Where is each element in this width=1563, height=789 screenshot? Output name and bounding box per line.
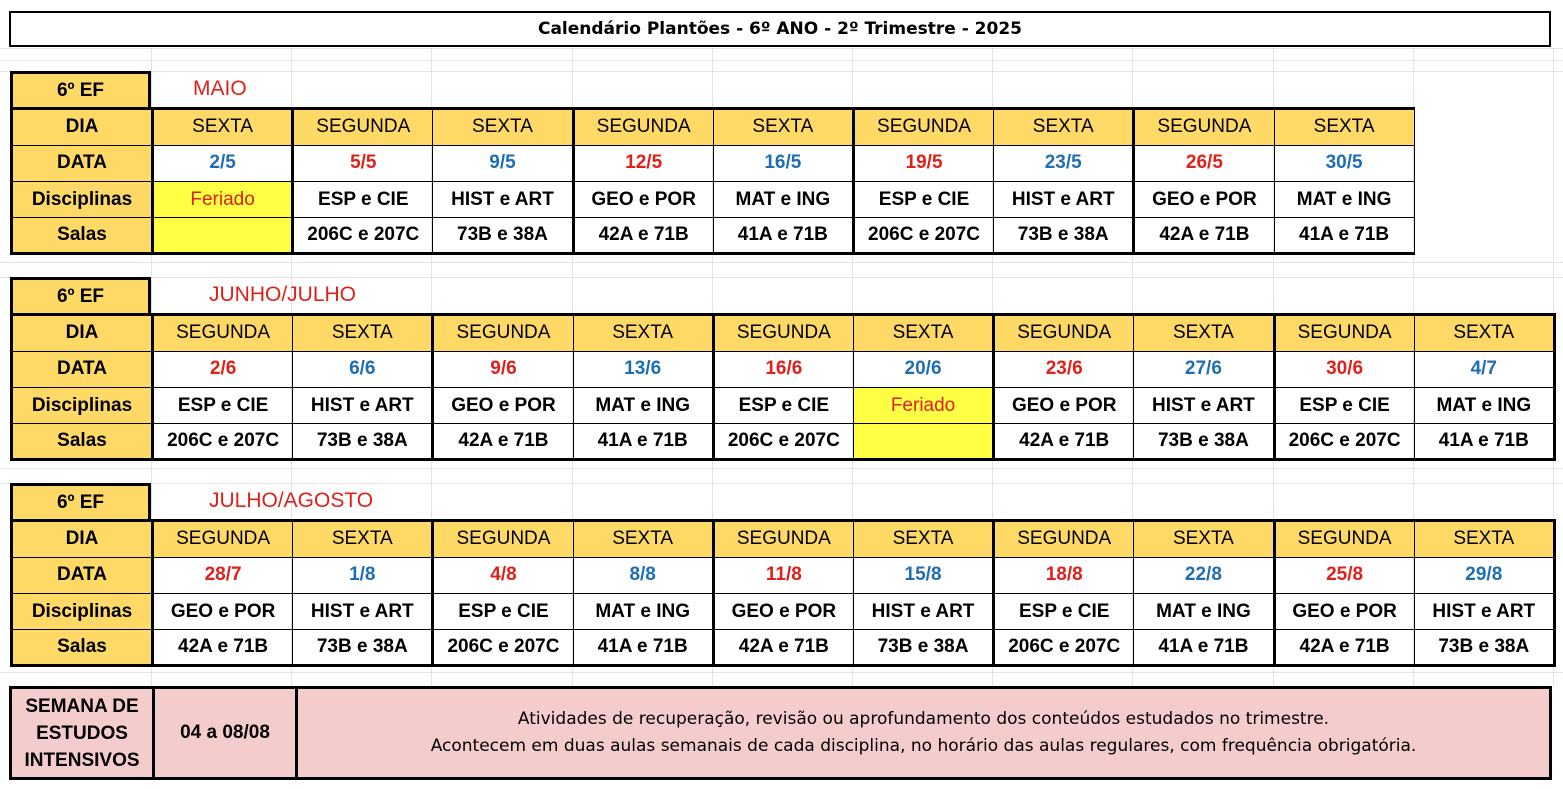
schedule-table xyxy=(10,519,1556,667)
date-cell: 5/5 xyxy=(293,145,433,181)
weekday-cell: SEGUNDA xyxy=(153,315,293,351)
weekday-cell: SEXTA xyxy=(433,109,573,145)
subjects-cell: HIST e ART xyxy=(1414,593,1554,629)
date-cell: 9/5 xyxy=(433,145,573,181)
rooms-cell: 206C e 207C xyxy=(1274,424,1414,460)
date-cell: 26/5 xyxy=(1134,145,1274,181)
weekday-cell: SEGUNDA xyxy=(1274,315,1414,351)
weekday-cell: SEXTA xyxy=(853,521,993,557)
date-cell: 20/6 xyxy=(853,351,993,387)
weekday-cell: SEXTA xyxy=(1414,315,1554,351)
subjects-cell: ESP e CIE xyxy=(433,593,573,629)
rooms-cell: 41A e 71B xyxy=(1274,218,1414,254)
subjects-cell: GEO e POR xyxy=(1274,593,1414,629)
intensive-description-line: Acontecem em duas aulas semanais de cada disciplina, no horário das aulas regulares, com frequência obrigatória. xyxy=(430,736,1417,756)
rooms-cell: 41A e 71B xyxy=(1414,424,1554,460)
date-cell: 12/5 xyxy=(573,145,713,181)
weekday-cell: SEXTA xyxy=(293,315,433,351)
holiday-cell: Feriado xyxy=(853,387,993,423)
rooms-cell: 206C e 207C xyxy=(713,424,853,460)
row-label-salas: Salas xyxy=(12,218,153,254)
date-cell: 2/6 xyxy=(153,351,293,387)
subjects-cell: HIST e ART xyxy=(293,387,433,423)
date-cell: 23/6 xyxy=(994,351,1134,387)
subjects-cell: ESP e CIE xyxy=(1274,387,1414,423)
row-label-disciplinas: Disciplinas xyxy=(12,181,153,217)
intensive-label-line: ESTUDOS xyxy=(36,722,128,744)
subjects-cell: GEO e POR xyxy=(713,593,853,629)
date-cell: 1/8 xyxy=(293,557,433,593)
date-cell: 2/5 xyxy=(153,145,293,181)
subjects-cell: GEO e POR xyxy=(153,593,293,629)
intensive-description-line: Atividades de recuperação, revisão ou aprofundamento dos conteúdos estudados no trimestre. xyxy=(517,709,1330,729)
holiday-cell: Feriado xyxy=(153,181,293,217)
rooms-cell: 42A e 71B xyxy=(713,630,853,666)
weekday-cell: SEGUNDA xyxy=(994,521,1134,557)
date-cell: 29/8 xyxy=(1414,557,1554,593)
rooms-cell: 41A e 71B xyxy=(573,424,713,460)
date-cell: 16/5 xyxy=(713,145,853,181)
subjects-cell: ESP e CIE xyxy=(713,387,853,423)
page-title: Calendário Plantões - 6º ANO - 2º Trimestre - 2025 xyxy=(9,11,1551,47)
month-label: JUNHO/JULHO xyxy=(209,283,357,307)
weekday-cell: SEXTA xyxy=(1274,109,1414,145)
rooms-cell: 206C e 207C xyxy=(853,218,993,254)
rooms-cell: 206C e 207C xyxy=(994,630,1134,666)
weekday-cell: SEGUNDA xyxy=(713,521,853,557)
rooms-cell: 73B e 38A xyxy=(853,630,993,666)
date-cell: 11/8 xyxy=(713,557,853,593)
weekday-cell: SEGUNDA xyxy=(293,109,433,145)
schedule-table xyxy=(10,313,1556,461)
row-label-disciplinas: Disciplinas xyxy=(12,593,153,629)
rooms-cell: 42A e 71B xyxy=(433,424,573,460)
date-cell: 30/5 xyxy=(1274,145,1414,181)
subjects-cell: GEO e POR xyxy=(994,387,1134,423)
month-label: MAIO xyxy=(193,77,247,101)
subjects-cell: MAT e ING xyxy=(1414,387,1554,423)
date-cell: 19/5 xyxy=(853,145,993,181)
intensive-label-line: INTENSIVOS xyxy=(24,749,140,771)
rooms-cell: 42A e 71B xyxy=(573,218,713,254)
subjects-cell: MAT e ING xyxy=(713,181,853,217)
grade-label: 6º EF xyxy=(10,71,151,108)
weekday-cell: SEGUNDA xyxy=(853,109,993,145)
intensive-study-week xyxy=(9,686,1552,780)
rooms-cell: 73B e 38A xyxy=(994,218,1134,254)
weekday-cell: SEXTA xyxy=(713,109,853,145)
grade-label: 6º EF xyxy=(10,483,151,520)
subjects-cell: ESP e CIE xyxy=(153,387,293,423)
weekday-cell: SEXTA xyxy=(293,521,433,557)
intensive-label-line: SEMANA DE xyxy=(25,695,139,717)
rooms-cell: 73B e 38A xyxy=(293,424,433,460)
rooms-cell: 42A e 71B xyxy=(153,630,293,666)
subjects-cell: HIST e ART xyxy=(994,181,1134,217)
weekday-cell: SEXTA xyxy=(853,315,993,351)
row-label-data: DATA xyxy=(12,145,153,181)
date-cell: 16/6 xyxy=(713,351,853,387)
weekday-cell: SEGUNDA xyxy=(433,315,573,351)
subjects-cell: MAT e ING xyxy=(1134,593,1274,629)
subjects-cell: GEO e POR xyxy=(573,181,713,217)
rooms-cell: 41A e 71B xyxy=(573,630,713,666)
rooms-cell: 206C e 207C xyxy=(433,630,573,666)
weekday-cell: SEXTA xyxy=(1134,521,1274,557)
weekday-cell: SEGUNDA xyxy=(573,109,713,145)
rooms-cell: 206C e 207C xyxy=(153,424,293,460)
rooms-cell: 42A e 71B xyxy=(1134,218,1274,254)
subjects-cell: ESP e CIE xyxy=(293,181,433,217)
row-label-dia: DIA xyxy=(12,315,153,351)
date-cell: 30/6 xyxy=(1274,351,1414,387)
date-cell: 8/8 xyxy=(573,557,713,593)
date-cell: 22/8 xyxy=(1134,557,1274,593)
rooms-cell: 41A e 71B xyxy=(1134,630,1274,666)
rooms-cell: 42A e 71B xyxy=(1274,630,1414,666)
row-label-disciplinas: Disciplinas xyxy=(12,387,153,423)
grade-label: 6º EF xyxy=(10,277,151,314)
date-cell: 15/8 xyxy=(853,557,993,593)
weekday-cell: SEGUNDA xyxy=(713,315,853,351)
row-label-data: DATA xyxy=(12,557,153,593)
date-cell: 4/8 xyxy=(433,557,573,593)
row-label-data: DATA xyxy=(12,351,153,387)
subjects-cell: GEO e POR xyxy=(1134,181,1274,217)
row-label-salas: Salas xyxy=(12,630,153,666)
weekday-cell: SEGUNDA xyxy=(433,521,573,557)
schedule-table xyxy=(10,107,1415,255)
weekday-cell: SEGUNDA xyxy=(994,315,1134,351)
rooms-cell: 206C e 207C xyxy=(293,218,433,254)
rooms-cell: 73B e 38A xyxy=(1414,630,1554,666)
intensive-label xyxy=(12,689,155,777)
rooms-cell xyxy=(153,218,293,254)
subjects-cell: MAT e ING xyxy=(573,387,713,423)
subjects-cell: HIST e ART xyxy=(853,593,993,629)
weekday-cell: SEXTA xyxy=(1134,315,1274,351)
weekday-cell: SEXTA xyxy=(573,315,713,351)
weekday-cell: SEXTA xyxy=(994,109,1134,145)
date-cell: 4/7 xyxy=(1414,351,1554,387)
subjects-cell: ESP e CIE xyxy=(994,593,1134,629)
date-cell: 25/8 xyxy=(1274,557,1414,593)
rooms-cell: 41A e 71B xyxy=(713,218,853,254)
rooms-cell: 73B e 38A xyxy=(433,218,573,254)
subjects-cell: HIST e ART xyxy=(1134,387,1274,423)
rooms-cell: 42A e 71B xyxy=(994,424,1134,460)
intensive-description xyxy=(298,689,1549,777)
date-cell: 28/7 xyxy=(153,557,293,593)
intensive-dates: 04 a 08/08 xyxy=(155,689,298,777)
date-cell: 23/5 xyxy=(994,145,1134,181)
weekday-cell: SEGUNDA xyxy=(1274,521,1414,557)
row-label-dia: DIA xyxy=(12,521,153,557)
subjects-cell: MAT e ING xyxy=(573,593,713,629)
row-label-salas: Salas xyxy=(12,424,153,460)
weekday-cell: SEXTA xyxy=(153,109,293,145)
rooms-cell: 73B e 38A xyxy=(293,630,433,666)
weekday-cell: SEGUNDA xyxy=(1134,109,1274,145)
rooms-cell: 73B e 38A xyxy=(1134,424,1274,460)
subjects-cell: HIST e ART xyxy=(433,181,573,217)
weekday-cell: SEXTA xyxy=(1414,521,1554,557)
date-cell: 27/6 xyxy=(1134,351,1274,387)
date-cell: 13/6 xyxy=(573,351,713,387)
subjects-cell: GEO e POR xyxy=(433,387,573,423)
date-cell: 6/6 xyxy=(293,351,433,387)
subjects-cell: ESP e CIE xyxy=(853,181,993,217)
weekday-cell: SEGUNDA xyxy=(153,521,293,557)
row-label-dia: DIA xyxy=(12,109,153,145)
date-cell: 9/6 xyxy=(433,351,573,387)
month-label: JULHO/AGOSTO xyxy=(209,489,374,513)
date-cell: 18/8 xyxy=(994,557,1134,593)
subjects-cell: HIST e ART xyxy=(293,593,433,629)
subjects-cell: MAT e ING xyxy=(1274,181,1414,217)
rooms-cell xyxy=(853,424,993,460)
weekday-cell: SEXTA xyxy=(573,521,713,557)
